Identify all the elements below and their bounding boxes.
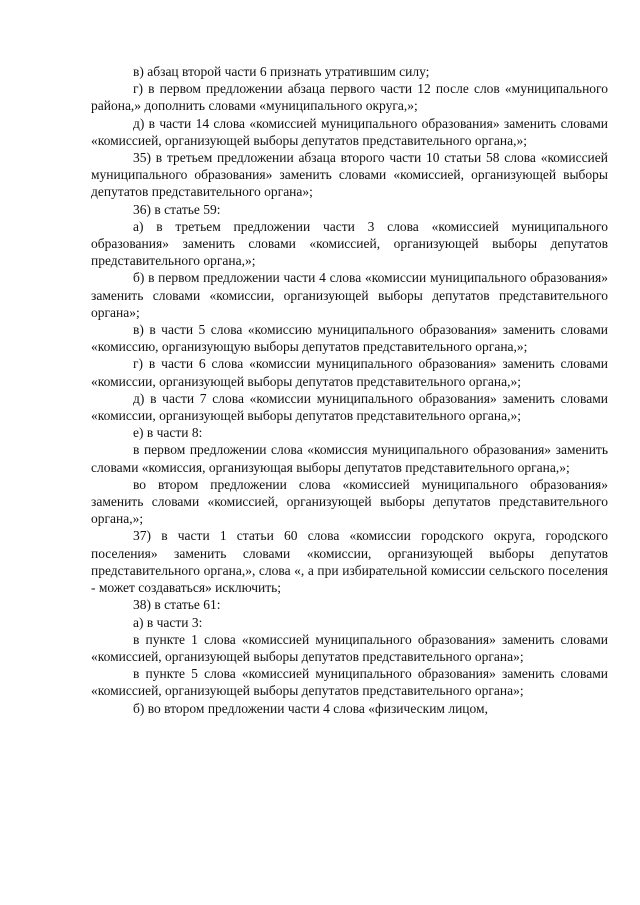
- paragraph-v-part-6: в) абзац второй части 6 признать утратившим силу;: [133, 64, 430, 79]
- paragraph-b-part-4: б) в первом предложении части 4 слова «комиссии муниципального образования» заменить словами «комиссии, организующей выборы депутатов представительного органа»;: [91, 270, 608, 320]
- paragraph-point-1: в пункте 1 слова «комиссией муниципального образования» заменить словами «комиссией, организующей выборы депутатов представительного органа»;: [91, 631, 608, 664]
- paragraph-v-part-5: в) в части 5 слова «комиссию муниципального образования» заменить словами «комиссию, организующую выборы депутатов представительного органа,»;: [91, 322, 608, 355]
- paragraph-d-part-14: д) в части 14 слова «комиссией муниципального образования» заменить словами «комиссией, организующей выборы депутатов представительного органа,»;: [91, 115, 608, 148]
- paragraph-a-part-3-of-61: а) в части 3:: [133, 614, 203, 630]
- paragraph-g-part-6: г) в части 6 слова «комиссии муниципального образования» заменить словами «комиссии, организующей выборы депутатов представительного органа,»;: [91, 356, 608, 389]
- paragraph-item-37: 37) в части 1 статьи 60 слова «комиссии городского округа, городского поселения» заменить словами «комиссии, организующей выборы депутатов представительного органа,», слова «, а при избирательной комиссии сельского поселения - может создаваться» исключить;: [91, 528, 608, 596]
- paragraph-second-sentence: во втором предложении слова «комиссией муниципального образования» заменить словами «комиссией, организующей выборы депутатов представительного органа,»;: [91, 476, 608, 527]
- paragraph-first-sentence: в первом предложении слова «комиссия муниципального образования» заменить словами «комиссия, организующая выборы депутатов представительного органа,»;: [91, 442, 608, 475]
- paragraph-item-36-heading: 36) в статье 59:: [133, 201, 221, 217]
- paragraph-item-38-heading: 38) в статье 61:: [133, 597, 221, 613]
- paragraph-g-part-12: г) в первом предложении абзаца первого части 12 после слов «муниципального района,» дополнить словами «муниципального округа,»;: [91, 81, 608, 114]
- paragraph-b-part-4-of-61: б) во втором предложении части 4 слова «физическим лицом,: [133, 700, 488, 716]
- paragraph-e-part-8: е) в части 8:: [133, 425, 203, 441]
- paragraph-d-part-7: д) в части 7 слова «комиссии муниципального образования» заменить словами «комиссии, организующей выборы депутатов представительного органа,»;: [91, 390, 608, 424]
- paragraph-a-part-3: а) в третьем предложении части 3 слова «комиссией муниципального образования» заменить словами «комиссией, организующей выборы депутатов представительного органа,»;: [91, 218, 608, 269]
- paragraph-point-5: в пункте 5 слова «комиссией муниципального образования» заменить словами «комиссией, организующей выборы депутатов представительного органа»;: [91, 666, 608, 699]
- paragraph-item-35: 35) в третьем предложении абзаца второго части 10 статьи 58 слова «комиссией муниципального образования» заменить словами «комиссией, организующей выборы депутатов представительного органа»;: [91, 150, 608, 200]
